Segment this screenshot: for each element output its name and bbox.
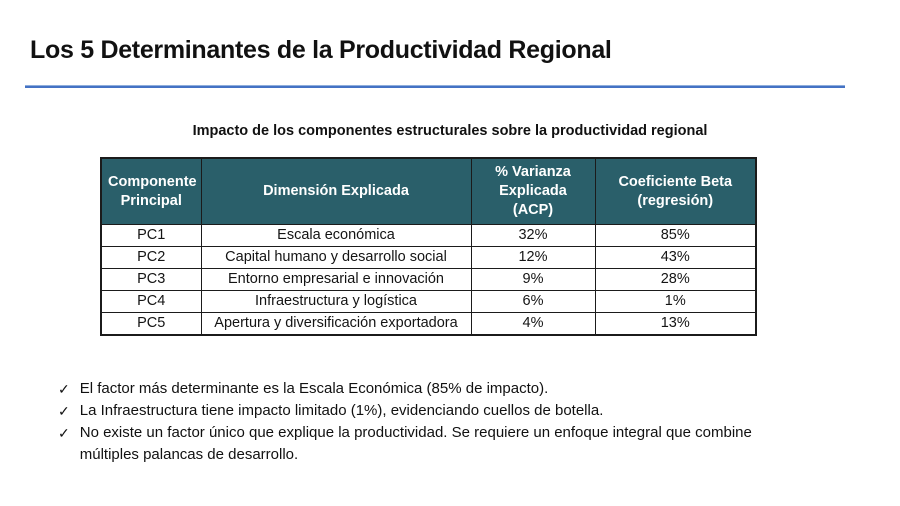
- checkmark-icon: ✓: [58, 403, 70, 419]
- cell-variance: 12%: [471, 247, 595, 269]
- cell-beta: 1%: [595, 291, 756, 313]
- bullet-text: El factor más determinante es la Escala Económica (85% de impacto).: [79, 380, 549, 397]
- column-header-dimension: Dimensión Explicada: [201, 158, 471, 225]
- cell-component: PC1: [101, 225, 201, 247]
- cell-dimension: Escala económica: [201, 225, 471, 247]
- cell-dimension: Capital humano y desarrollo social: [201, 247, 471, 269]
- cell-component: PC3: [101, 269, 201, 291]
- cell-dimension: Apertura y diversificación exportadora: [201, 313, 471, 336]
- cell-dimension: Infraestructura y logística: [201, 291, 471, 313]
- cell-variance: 32%: [471, 225, 595, 247]
- table-row: [101, 225, 756, 247]
- cell-beta: 13%: [595, 313, 756, 336]
- cell-dimension: Entorno empresarial e innovación: [201, 269, 471, 291]
- cell-beta: 28%: [595, 269, 756, 291]
- cell-variance: 4%: [471, 313, 595, 336]
- column-header-componente: Componente Principal: [101, 158, 201, 225]
- column-header-varianza: % Varianza Explicada (ACP): [471, 158, 595, 225]
- table-row: [101, 313, 756, 336]
- table-row: [101, 269, 756, 291]
- table-row: [101, 291, 756, 313]
- checkmark-icon: ✓: [58, 425, 70, 441]
- impact-table: [100, 157, 757, 336]
- bullet-text: No existe un factor único que explique la productividad. Se requiere un enfoque integral que combine múltiples palancas de desarrollo.: [79, 424, 752, 463]
- cell-component: PC4: [101, 291, 201, 313]
- table-header-row: [101, 158, 756, 225]
- list-item: [58, 400, 803, 422]
- page-title: Los 5 Determinantes de la Productividad Regional: [30, 36, 612, 64]
- title-divider-line: [25, 85, 845, 88]
- checkmark-icon: ✓: [58, 381, 70, 397]
- key-findings-list: [58, 378, 803, 466]
- cell-beta: 85%: [595, 225, 756, 247]
- table-row: [101, 247, 756, 269]
- cell-beta: 43%: [595, 247, 756, 269]
- column-header-beta: Coeficiente Beta (regresión): [595, 158, 756, 225]
- cell-component: PC5: [101, 313, 201, 336]
- cell-variance: 9%: [471, 269, 595, 291]
- cell-component: PC2: [101, 247, 201, 269]
- list-item: [58, 422, 803, 466]
- bullet-text: La Infraestructura tiene impacto limitado (1%), evidenciando cuellos de botella.: [79, 402, 604, 419]
- cell-variance: 6%: [471, 291, 595, 313]
- list-item: [58, 378, 803, 400]
- table-caption: Impacto de los componentes estructurales sobre la productividad regional: [192, 123, 708, 139]
